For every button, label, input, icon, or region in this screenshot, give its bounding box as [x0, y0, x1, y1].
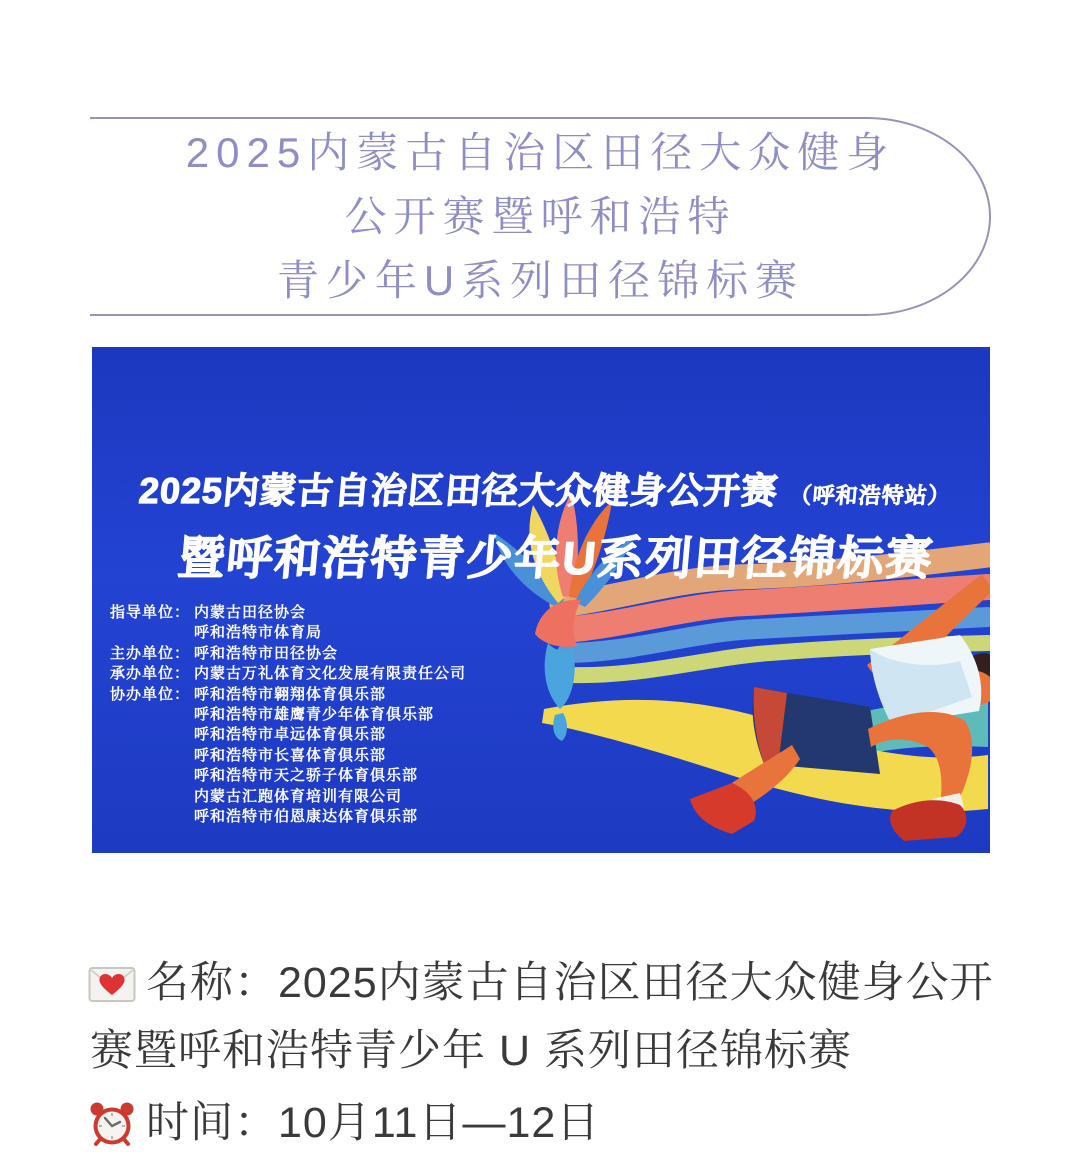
- organizer-row: 呼和浩特市长喜体育俱乐部: [194, 746, 387, 764]
- event-name-line1: [88, 950, 998, 1016]
- page-title-line-2: 公开赛暨呼和浩特: [344, 193, 737, 240]
- organizer-row: 呼和浩特市雄鹰青少年体育俱乐部: [194, 706, 435, 724]
- event-name-text-2: 赛暨呼和浩特青少年 U 系列田径锦标赛: [90, 1027, 852, 1075]
- organizer-row: 呼和浩特市体育局: [194, 624, 323, 642]
- organizer-row: 呼和浩特市天之骄子体育俱乐部: [194, 767, 419, 785]
- event-time-line: [88, 1090, 998, 1156]
- organizer-row: 呼和浩特市卓远体育俱乐部: [194, 726, 387, 744]
- banner-headline-line2: 暨呼和浩特青少年U系列田径锦标赛: [176, 532, 937, 584]
- organizer-row: 指导单位： 内蒙古田径协会: [110, 604, 307, 621]
- organizer-row: 承办单位： 内蒙古万礼体育文化发展有限责任公司: [110, 665, 467, 683]
- event-name-label: 名称：: [146, 959, 278, 1007]
- banner-headline: [131, 463, 988, 588]
- organizer-list: [110, 603, 466, 827]
- love-letter-icon: [88, 960, 136, 1008]
- page-title-line-3: 青少年U系列田径锦标赛: [276, 257, 805, 304]
- event-time-label: 时间：: [146, 1099, 278, 1147]
- banner-headline-station: （呼和浩特站）: [788, 483, 952, 508]
- organizer-row: 内蒙古汇跑体育培训有限公司: [194, 787, 403, 805]
- event-details: [88, 950, 998, 1156]
- organizer-row: 协办单位： 呼和浩特市翱翔体育俱乐部: [110, 685, 387, 703]
- alarm-clock-icon: [88, 1100, 136, 1148]
- organizer-row: 主办单位： 呼和浩特市田径协会: [110, 644, 339, 662]
- event-name-line2: [90, 1018, 998, 1084]
- page-title-line-1: 2025内蒙古自治区田径大众健身: [185, 129, 896, 176]
- event-banner-image[interactable]: [92, 347, 990, 853]
- organizer-row: 呼和浩特市伯恩康达体育俱乐部: [194, 808, 419, 826]
- event-name-text-1: 2025内蒙古自治区田径大众健身公开: [278, 959, 994, 1007]
- page-title: [90, 118, 991, 316]
- banner-headline-line1: 2025内蒙古自治区田径大众健身公开赛: [137, 470, 780, 511]
- event-time-value: 10月11日—12日: [278, 1099, 601, 1147]
